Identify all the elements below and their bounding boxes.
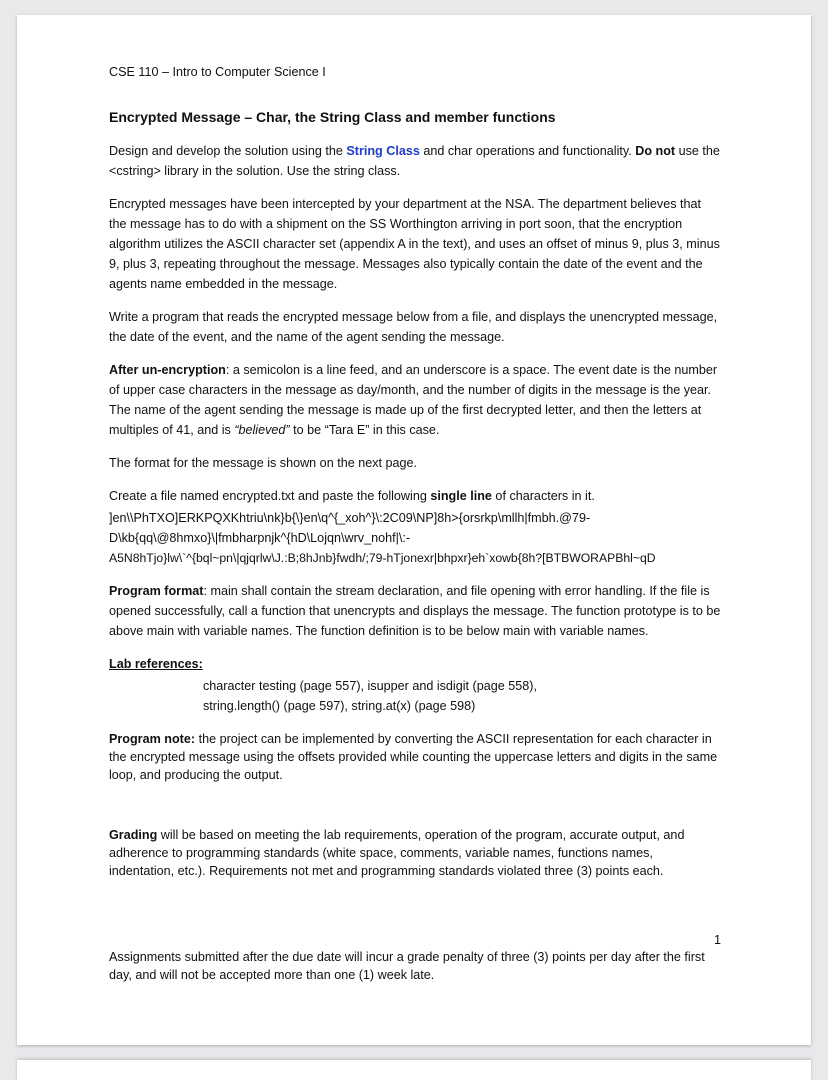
intro-paragraph — [109, 141, 721, 181]
encrypted-line-1: ]en\\PhTXO]ERKPQXKhtriu\nk}b{\}en\q^{_xoh^}\:2C09\NP]8h>{orsrkp\mllh|fmbh.@79- — [109, 511, 591, 525]
grading-text: will be based on meeting the lab requirements, operation of the program, accurate output, and adherence to programming standards (white space, comments, variable names, functions names, indentation, etc.). Requirements not met and programming standards violated three (3) points each. — [109, 828, 685, 878]
document-page — [17, 15, 811, 1045]
format-note-paragraph: The format for the message is shown on the next page. — [109, 456, 418, 470]
task-paragraph: Write a program that reads the encrypted message below from a file, and displays the unencrypted message, the date of the event, and the name of the agent sending the message. — [109, 310, 718, 344]
intro-text-c: and char operations and functionality. — [419, 144, 636, 158]
unencryption-text: : a semicolon is a line feed, and an underscore is a space. The event date is the number of upper case characters in the message as day/month, and the number of digits in the message is the year. The name of the agent sending the message is made up of the first decrypted letter, and then the letters at multiples of 41, and is — [109, 363, 718, 437]
encrypted-message-block — [109, 508, 721, 568]
lab-reference-line-2: string.length() (page 597), string.at(x) (page 598) — [203, 699, 476, 713]
unencryption-label: After un-encryption — [109, 363, 226, 377]
encrypted-line-3: A5N8hTjo}lw\`^{bql~pn\|qjqrlw\J.:B;8hJnb}fwdh/;79-hTjonexr|bhpxr}eh`xowb{8h?[BTBWORAPBhl~qD — [109, 551, 656, 565]
program-note-label: Program note: — [109, 732, 196, 746]
program-format-text: : main shall contain the stream declaration, and file opening with error handling. If the file is opened successfully, call a function that unencrypts and displays the message. The function prototype is to be above main with variable names. The function definition is to be below main with variable names. — [109, 584, 721, 638]
create-file-text: Create a file named encrypted.txt and paste the following — [109, 489, 431, 503]
unencryption-text-end: to be “Tara E” in this case. — [289, 423, 440, 437]
next-page-edge — [17, 1060, 811, 1080]
create-file-paragraph — [109, 486, 721, 506]
intro-text-e: use the <cstring> library in the solution. Use the string class. — [109, 144, 720, 178]
program-format-paragraph — [109, 581, 721, 641]
program-format-label: Program format — [109, 584, 204, 598]
page-content — [109, 62, 721, 997]
single-line-text: single line — [430, 489, 492, 503]
unencryption-paragraph — [109, 360, 721, 440]
grading-label: Grading — [109, 828, 158, 842]
string-class-link[interactable]: String Class — [346, 144, 420, 158]
scenario-paragraph: Encrypted messages have been intercepted by your department at the NSA. The department believes that the message has to do with a shipment on the SS Worthington arriving in port soon, that the encryption algorithm utilizes the ASCII character set (appendix A in the text), and uses an offset of minus 9, plus 3, minus 9, plus 3, repeating throughout the message. Messages also typically contain the date of the event and the agents name embedded in the message. — [109, 197, 720, 291]
believed-text: “believed” — [234, 423, 290, 437]
lab-references-title: Lab references: — [109, 657, 203, 671]
create-file-text-end: of characters in it. — [491, 489, 595, 503]
program-note-paragraph — [109, 730, 721, 784]
lab-references — [109, 654, 721, 716]
page-title: Encrypted Message – Char, the String Class and member functions — [109, 109, 556, 125]
late-policy-footer: Assignments submitted after the due date will incur a grade penalty of three (3) points per day after the first day, and will not be accepted more than one (1) week late. — [109, 950, 705, 982]
page-number: 1 — [713, 933, 721, 947]
grading-paragraph — [109, 826, 721, 880]
intro-text-a: Design and develop the solution using the — [109, 144, 347, 158]
lab-reference-line-1: character testing (page 557), isupper and isdigit (page 558), — [203, 679, 537, 693]
encrypted-line-2: D\kb{qq\@8hmxo}\|fmbharpnjk^{hD\Lojqn\wrv_nohf|\:- — [109, 531, 411, 545]
course-header: CSE 110 – Intro to Computer Science I — [109, 65, 326, 79]
program-note-text: the project can be implemented by converting the ASCII representation for each character in the encrypted message using the offsets provided while counting the uppercase letters and digits in the same loop, and producing the output. — [109, 732, 718, 782]
intro-text-bold: Do not — [635, 144, 676, 158]
